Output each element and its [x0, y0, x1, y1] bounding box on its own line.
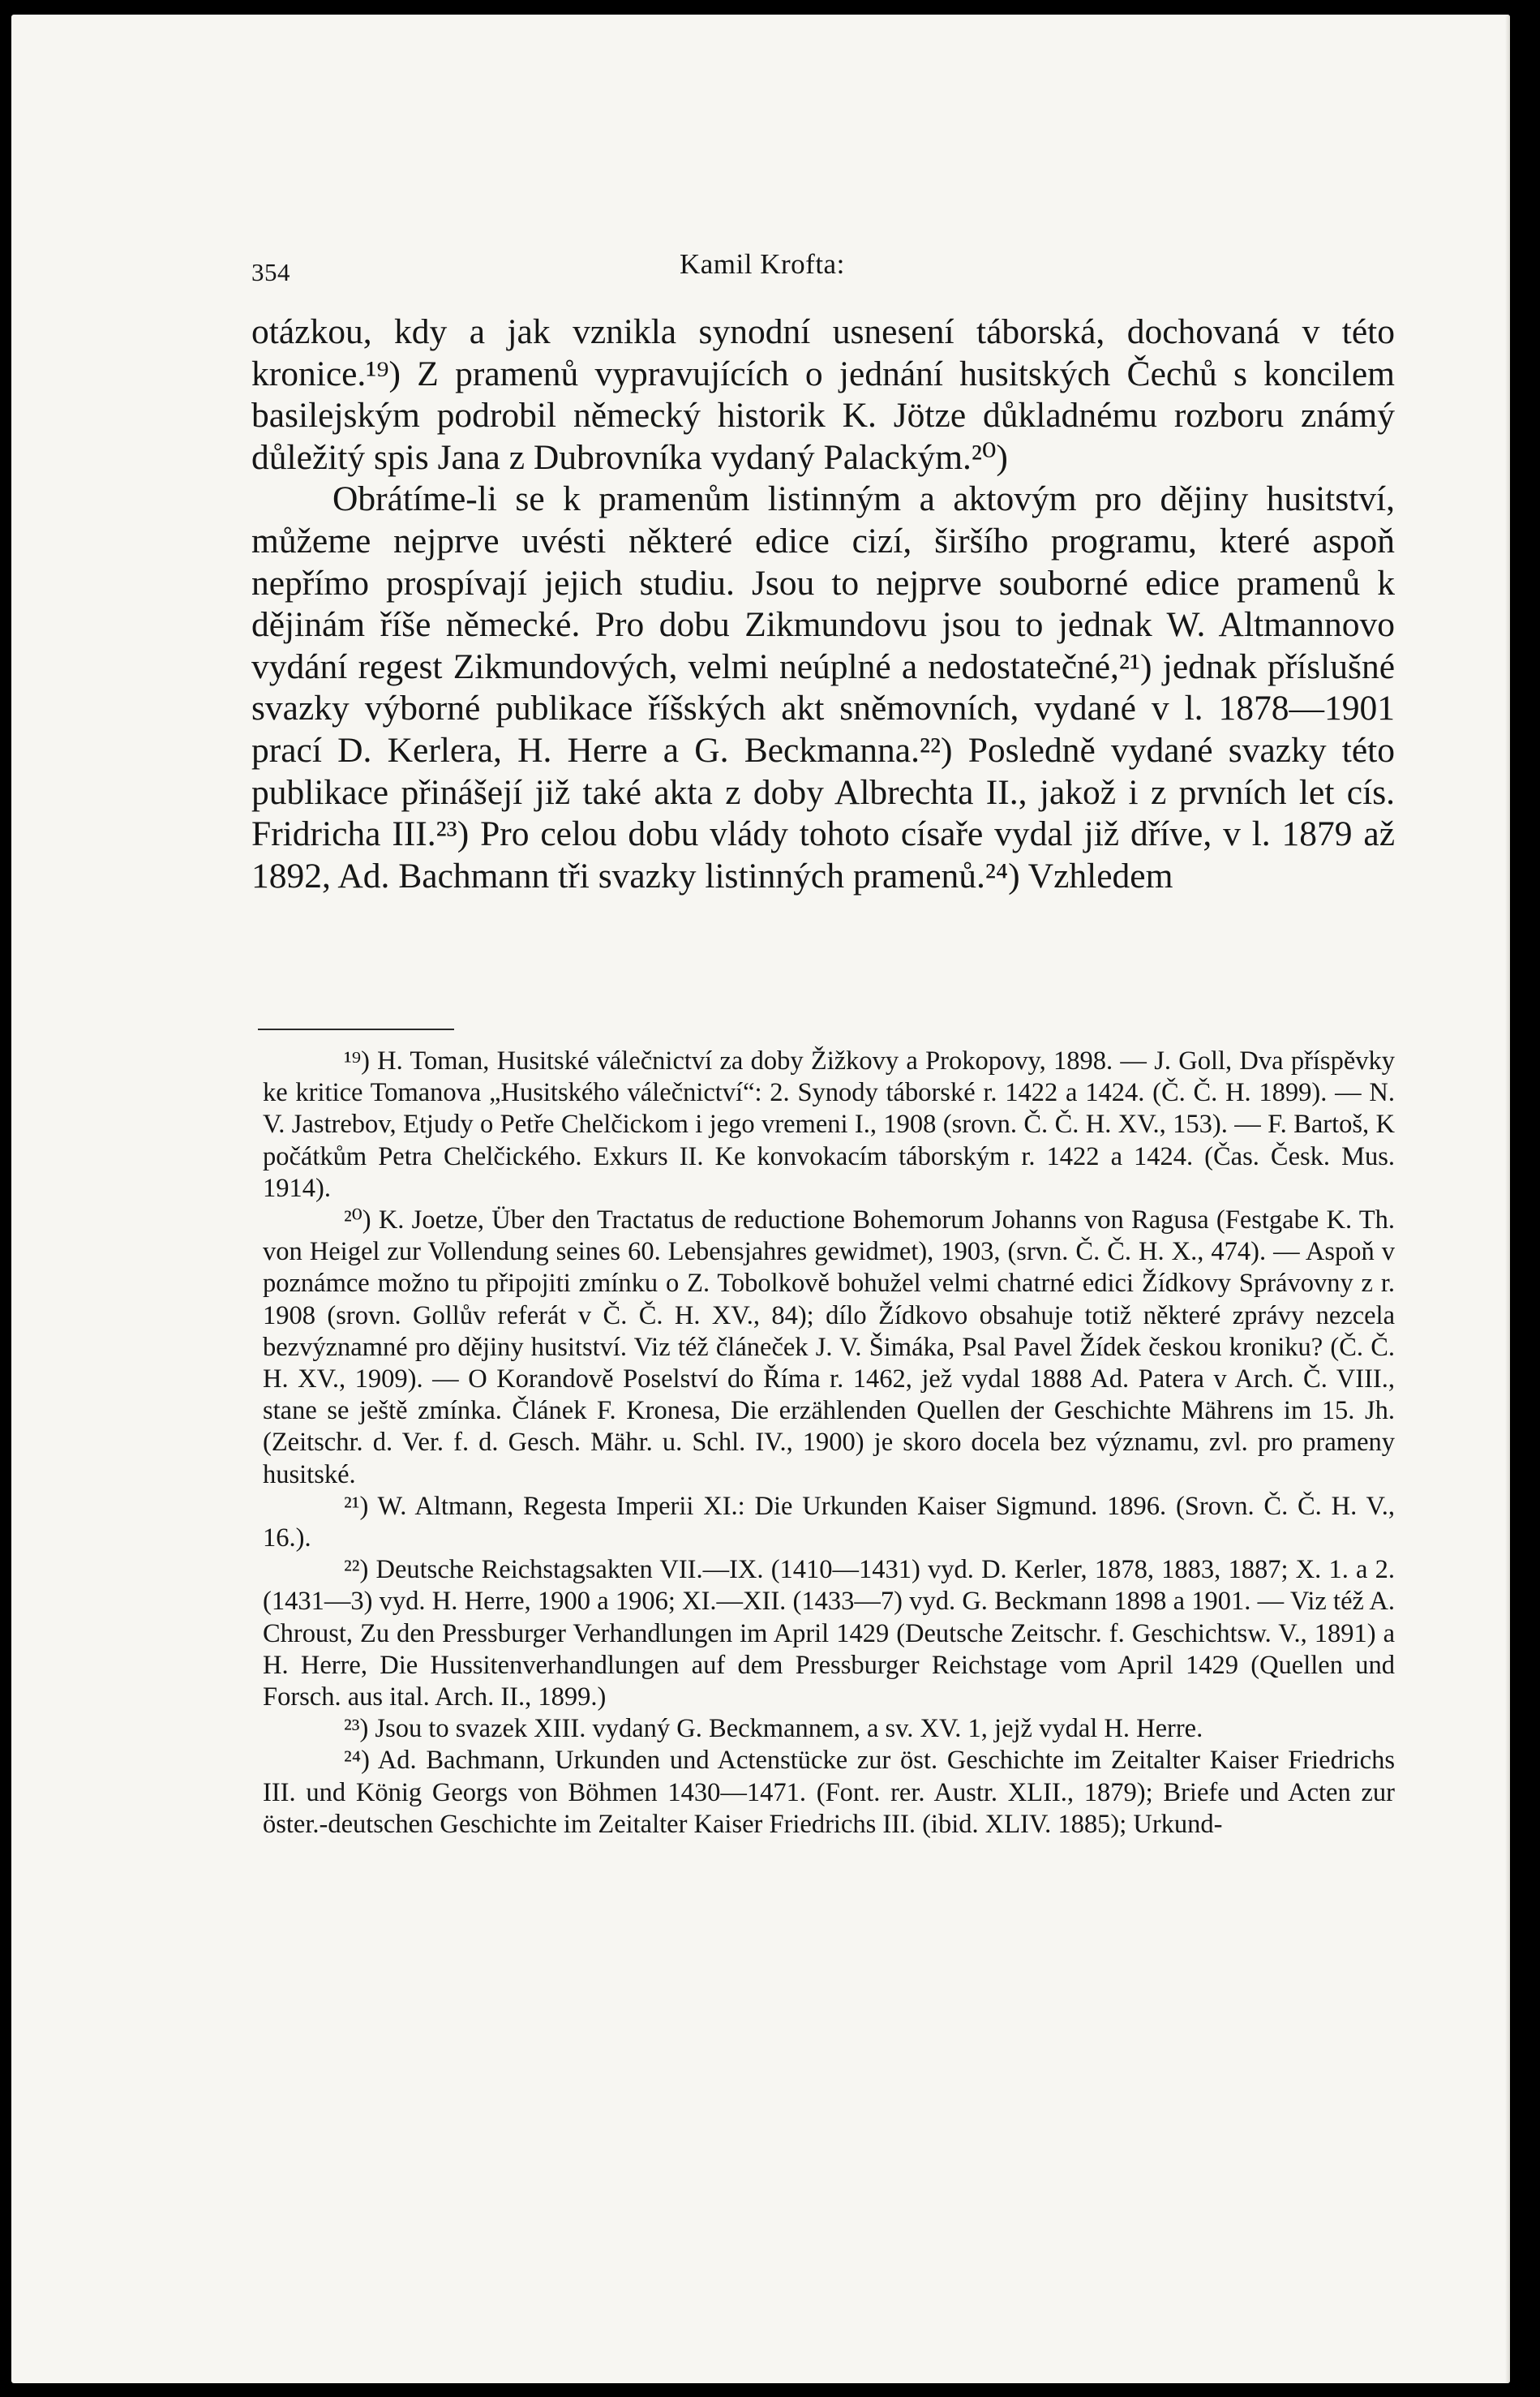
footnote: ²⁴) Ad. Bachmann, Urkunden und Actenstücke zur öst. Geschichte im Zeitalter Kaiser Friedrichs III. und König Georgs von Böhmen 1430—1471. (Font. rer. Austr. XLII., 1879); Briefe und Acten zur öster.-deutschen Geschichte im Zeitalter Kaiser Friedrichs III. (ibid. XLIV. 1885); Urkund-	[263, 1746, 1395, 1839]
body-paragraph: otázkou, kdy a jak vznikla synodní usnesení táborská, dochovaná v této kronice.¹⁹) Z pramenů vypravujících o jednání husitských Čechů s koncilem basilejským podrobil německý historik K. Jötze důkladnému rozboru známý důležitý spis Jana z Dubrovníka vydaný Palackým.²⁰)	[251, 312, 1395, 477]
running-head	[251, 245, 1395, 294]
body-paragraph: Obrátíme-li se k pramenům listinným a aktovým pro dějiny husitství, můžeme nejprve uvésti některé edice cizí, širšího programu, které aspoň nepřímo prospívají jejich studiu. Jsou to nejprve souborné edice pramenů k dějinám říše německé. Pro dobu Zikmundovu jsou to jednak W. Altmannovo vydání regest Zikmundových, velmi neúplné a nedostatečné,²¹) jednak příslušné svazky výborné publikace říšských akt sněmovních, vydané v l. 1878—1901 prací D. Kerlera, H. Herre a G. Beckmanna.²²) Posledně vydané svazky této publikace přinášejí již také akta z doby Albrechta II., jakož i z prvních let cís. Fridricha III.²³) Pro celou dobu vlády tohoto císaře vydal již dříve, v l. 1879 až 1892, Ad. Bachmann tři svazky listinných pramenů.²⁴) Vzhledem	[251, 479, 1395, 896]
footnote-separator	[258, 1029, 454, 1030]
footnote: ²¹) W. Altmann, Regesta Imperii XI.: Die Urkunden Kaiser Sigmund. 1896. (Srovn. Č. Č. H. V., 16.).	[263, 1491, 1395, 1553]
scanned-page	[11, 15, 1510, 2383]
footnote: ²³) Jsou to svazek XIII. vydaný G. Beckmannem, a sv. XV. 1, jejž vydal H. Herre.	[344, 1714, 1203, 1744]
footnotes	[263, 1046, 1395, 1841]
body-text	[251, 311, 1395, 897]
page-edge-shadow	[1505, 15, 1510, 2383]
footnote: ¹⁹) H. Toman, Husitské válečnictví za doby Žižkovy a Prokopovy, 1898. — J. Goll, Dva příspěvky ke kritice Tomanova „Husitského válečnictví“: 2. Synody táborské r. 1422 a 1424. (Č. Č. H. 1899). — N. V. Jastrebov, Etjudy o Petře Chelčickom i jego vremeni I., 1908 (srovn. Č. Č. H. XV., 153). — F. Bartoš, K počátkům Petra Chelčického. Exkurs II. Ke konvokacím táborským r. 1422 a 1424. (Čas. Česk. Mus. 1914).	[263, 1046, 1395, 1203]
footnote: ²²) Deutsche Reichstagsakten VII.—IX. (1410—1431) vyd. D. Kerler, 1878, 1883, 1887; X. 1. a 2. (1431—3) vyd. H. Herre, 1900 a 1906; XI.—XII. (1433—7) vyd. G. Beckmann 1898 a 1901. — Viz též A. Chroust, Zu den Pressburger Verhandlungen im April 1429 (Deutsche Zeitschr. f. Geschichtsw. V., 1891) a H. Herre, Die Hussitenverhandlungen auf dem Pressburger Reichstage vom April 1429 (Quellen und Forsch. aus ital. Arch. II., 1899.)	[263, 1555, 1395, 1712]
page-number: 354	[251, 258, 290, 286]
header-title: Kamil Krofta:	[680, 248, 845, 280]
footnote: ²⁰) K. Joetze, Über den Tractatus de reductione Bohemorum Johanns von Ragusa (Festgabe K. Th. von Heigel zur Vollendung seines 60. Lebensjahres gewidmet), 1903, (srvn. Č. Č. H. X., 474). — Aspoň v poznámce možno tu připojiti zmínku o Z. Tobolkově bohužel velmi chatrné edici Žídkovy Správovny z r. 1908 (srovn. Gollův referát v Č. Č. H. XV., 84); dílo Žídkovo obsahuje totiž některé zprávy nezcela bezvýznamné pro dějiny husitství. Viz též článeček J. V. Šimáka, Psal Pavel Žídek českou kroniku? (Č. Č. H. XV., 1909). — O Korandově Poselství do Říma r. 1462, jež vydal 1888 Ad. Patera v Arch. Č. VIII., stane se ještě zmínka. Článek F. Kronesa, Die erzählenden Quellen der Geschichte Mährens im 15. Jh. (Zeitschr. d. Ver. f. d. Gesch. Mähr. u. Schl. IV., 1900) je skoro docela bez významu, zvl. pro prameny husitské.	[263, 1205, 1395, 1489]
